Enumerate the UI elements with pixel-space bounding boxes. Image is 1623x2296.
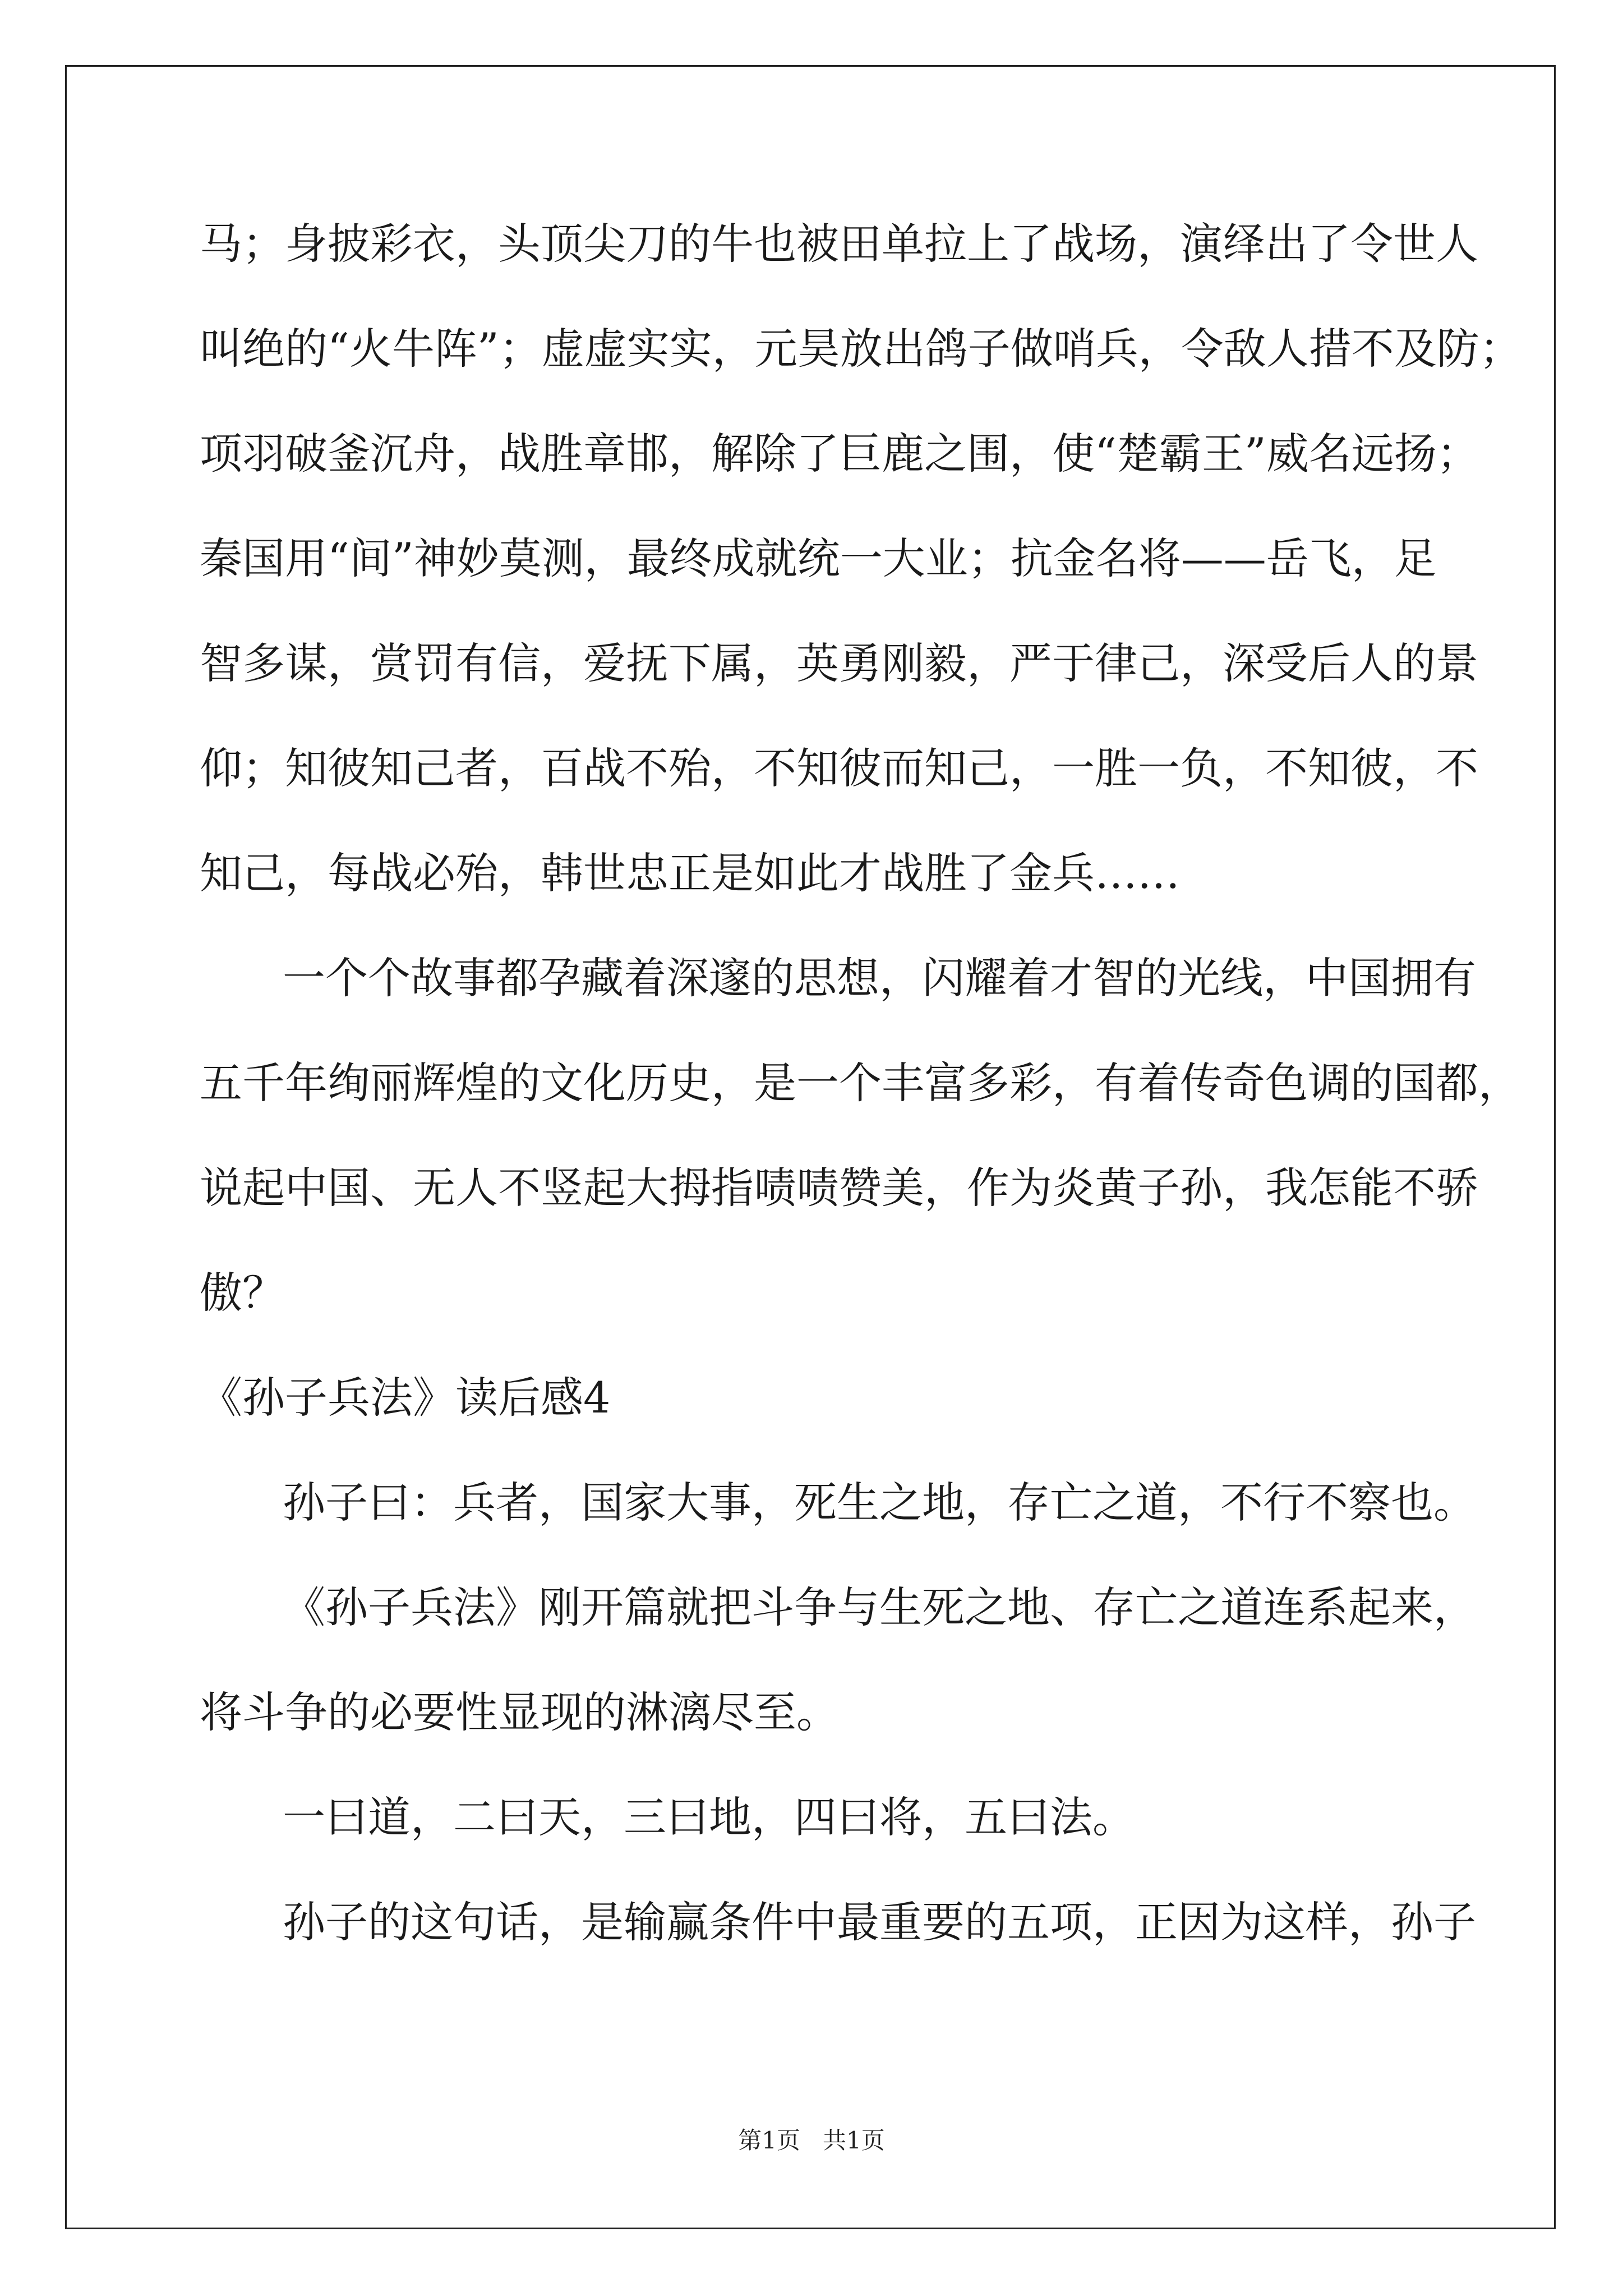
body-line: 将斗争的必要性显现的淋漓尽至。 <box>200 1687 839 1737</box>
body-line: 孙子曰：兵者，国家大事，死生之地，存亡之道，不行不察也。 <box>283 1478 1476 1527</box>
body-line: 叫绝的“火牛阵”；虚虚实实，元昊放出鸽子做哨兵，令敌人措不及防； <box>200 324 1522 374</box>
body-line: 秦国用“间”神妙莫测，最终成就统一大业；抗金名将——岳飞，足 <box>200 533 1437 583</box>
body-line: 《孙子兵法》刚开篇就把斗争与生死之地、存亡之道连系起来， <box>283 1582 1476 1632</box>
body-line: 智多谋，赏罚有信，爱抚下属，英勇刚毅，严于律己，深受后人的景 <box>200 638 1478 688</box>
body-line: 马；身披彩衣，头顶尖刀的牛也被田单拉上了战场，演绎出了令世人 <box>200 219 1478 269</box>
page-footer: 第1页 共1页 <box>738 2127 885 2154</box>
body-line: 五千年绚丽辉煌的文化历史，是一个丰富多彩，有着传奇色调的国都， <box>200 1058 1521 1108</box>
body-line: 项羽破釜沉舟，战胜章邯，解除了巨鹿之围，使“楚霸王”威名远扬； <box>200 429 1479 478</box>
body-line: 一曰道，二曰天，三曰地，四曰将，五曰法。 <box>283 1792 1135 1842</box>
body-line: 知己，每战必殆，韩世忠正是如此才战胜了金兵…… <box>200 848 1180 898</box>
body-line: 说起中国、无人不竖起大拇指啧啧赞美，作为炎黄子孙，我怎能不骄 <box>200 1163 1478 1213</box>
body-line: 孙子的这句话，是输赢条件中最重要的五项，正因为这样，孙子 <box>283 1897 1476 1947</box>
section-heading: 《孙子兵法》读后感4 <box>200 1373 611 1423</box>
body-line: 仰；知彼知己者，百战不殆，不知彼而知己，一胜一负，不知彼，不 <box>200 743 1478 793</box>
body-line: 傲？ <box>200 1268 285 1318</box>
body-line: 一个个故事都孕藏着深邃的思想，闪耀着才智的光线，中国拥有 <box>283 953 1476 1003</box>
